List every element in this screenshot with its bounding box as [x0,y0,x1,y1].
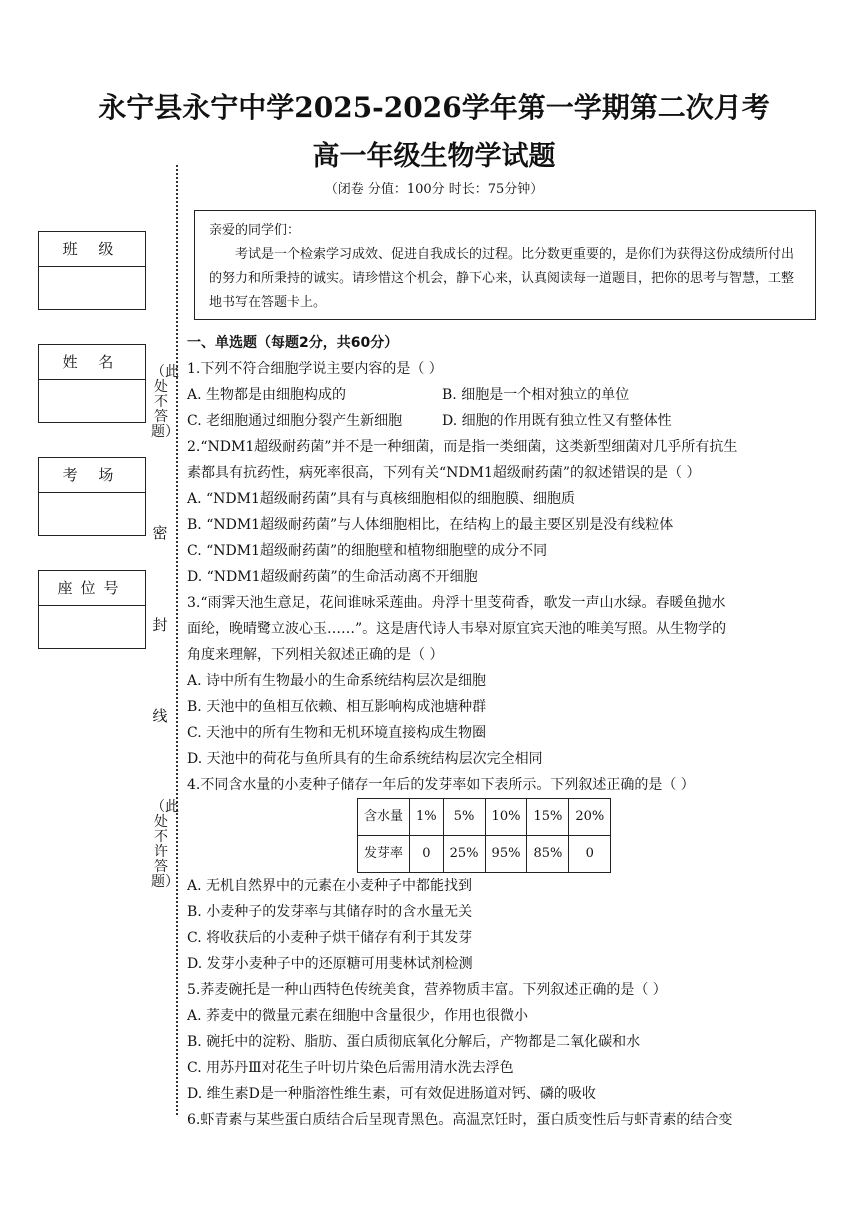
q5-stem: 5.荞麦碗托是一种山西特色传统美食，营养物质丰富。下列叙述正确的是（ ） [187,982,667,998]
q6-stem: 6.虾青素与某些蛋白质结合后呈现青黑色。高温烹饪时，蛋白质变性后与虾青素的结合变 [187,1112,733,1128]
germination-table [357,798,611,873]
question-area [187,330,797,1133]
q1-stem: 1.下列不符合细胞学说主要内容的是（ ） [187,361,443,377]
section-title: 一、单选题（每题2分，共60分） [187,335,399,351]
q2-option-a: A. “NDM1超级耐药菌”具有与真核细胞相似的细胞膜、细胞质 [187,491,576,507]
exam-room-field[interactable] [38,457,146,536]
seat-number-label: 座位号 [39,571,145,606]
q2-stem-line2: 素都具有抗药性，病死率很高，下列有关“NDM1超级耐药菌”的叙述错误的是（ ） [187,465,701,481]
q4-option-b: B. 小麦种子的发芽率与其储存时的含水量无关 [187,904,473,920]
q3-stem-line1: 3.“雨霁天池生意足，花间谁咏采莲曲。舟浮十里芰荷香，歌发一声山水绿。春暖鱼抛水 [187,595,726,611]
exam-title: 永宁县永宁中学2025-2026学年第一学期第二次月考 [98,91,770,124]
table-cell: 0 [569,836,611,873]
q1-options-row1 [187,382,797,408]
table-cell: 0 [410,836,444,873]
no-answer-note-top: （此处不答题） [151,364,179,440]
q2-option-c: C. “NDM1超级耐药菌”的细胞壁和植物细胞壁的成分不同 [187,543,548,559]
seat-number-blank[interactable] [39,606,145,648]
q1-option-a: A. 生物都是由细胞构成的 [187,387,347,403]
class-label: 班 级 [39,232,145,267]
table-cell: 85% [527,836,569,873]
q4-stem: 4.不同含水量的小麦种子储存一年后的发芽率如下表所示。下列叙述正确的是（ ） [187,777,695,793]
class-blank[interactable] [39,267,145,309]
table-row-water-content [358,799,611,836]
table-cell: 25% [443,836,485,873]
table-cell: 5% [443,799,485,836]
seal-char-feng: 封 [152,616,168,634]
q3-option-b: B. 天池中的鱼相互依赖、相互影响构成池塘种群 [187,699,487,715]
q3-stem-line3: 角度来理解，下列相关叙述正确的是（ ） [187,647,444,663]
name-label: 姓 名 [39,345,145,380]
exam-meta: （闭卷 分值：100分 时长：75分钟） [324,182,544,197]
q1-options-row2 [187,408,797,434]
q1-option-b: B. 细胞是一个相对独立的单位 [442,387,630,403]
table-row-germination-rate [358,836,611,873]
exam-subtitle: 高一年级生物学试题 [312,141,556,172]
q4-option-c: C. 将收获后的小麦种子烘干储存有利于其发芽 [187,930,473,946]
seat-number-field[interactable] [38,570,146,649]
q3-option-c: C. 天池中的所有生物和无机环境直接构成生物圈 [187,725,487,741]
q5-option-b: B. 碗托中的淀粉、脂肪、蛋白质彻底氧化分解后，产物都是二氧化碳和水 [187,1034,641,1050]
q5-option-a: A. 荞麦中的微量元素在细胞中含量很少，作用也很微小 [187,1008,529,1024]
q3-stem-line2: 面纶，晚晴鹭立波心玉……”。这是唐代诗人韦皋对原宜宾天池的唯美写照。从生物学的 [187,621,727,637]
q2-option-d: D. “NDM1超级耐药菌”的生命活动离不开细胞 [187,569,478,585]
table-cell: 10% [485,799,527,836]
table-cell: 含水量 [358,799,410,836]
seal-char-mi: 密 [152,524,168,542]
exam-room-label: 考 场 [39,458,145,493]
table-cell: 20% [569,799,611,836]
q2-option-b: B. “NDM1超级耐药菌”与人体细胞相比，在结构上的最主要区别是没有线粒体 [187,517,674,533]
notice-body: 考试是一个检索学习成效、促进自我成长的过程。比分数更重要的，是你们为获得这份成绩所付出的努力和所秉持的诚实。请珍惜这个机会，静下心来，认真阅读每一道题目，把你的思考与智慧，工整地书写在答题卡上。 [209,247,795,310]
seal-char-xian: 线 [152,707,168,725]
q1-option-c: C. 老细胞通过细胞分裂产生新细胞 [187,413,403,429]
q1-option-d: D. 细胞的作用既有独立性又有整体性 [442,413,672,429]
q5-option-d: D. 维生素D是一种脂溶性维生素，可有效促进肠道对钙、磷的吸收 [187,1086,596,1102]
table-cell: 95% [485,836,527,873]
q3-option-d: D. 天池中的荷花与鱼所具有的生命系统结构层次完全相同 [187,751,543,767]
name-blank[interactable] [39,380,145,422]
no-answer-note-bottom: （此处不许答题） [151,799,179,890]
q5-option-c: C. 用苏丹Ⅲ对花生子叶切片染色后需用清水洗去浮色 [187,1060,514,1076]
q4-option-a: A. 无机自然界中的元素在小麦种子中都能找到 [187,878,473,894]
seal-dotted-line [176,165,178,1115]
table-cell: 1% [410,799,444,836]
name-field[interactable] [38,344,146,423]
q2-stem-line1: 2.“NDM1超级耐药菌”并不是一种细菌，而是指一类细菌，这类新型细菌对几乎所有抗生 [187,439,738,455]
q4-option-d: D. 发芽小麦种子中的还原糖可用斐林试剂检测 [187,956,473,972]
q3-option-a: A. 诗中所有生物最小的生命系统结构层次是细胞 [187,673,487,689]
class-field[interactable] [38,231,146,310]
table-cell: 发芽率 [358,836,410,873]
table-cell: 15% [527,799,569,836]
exam-room-blank[interactable] [39,493,145,535]
notice-greeting: 亲爱的同学们： [209,223,301,238]
notice-box [194,210,816,320]
